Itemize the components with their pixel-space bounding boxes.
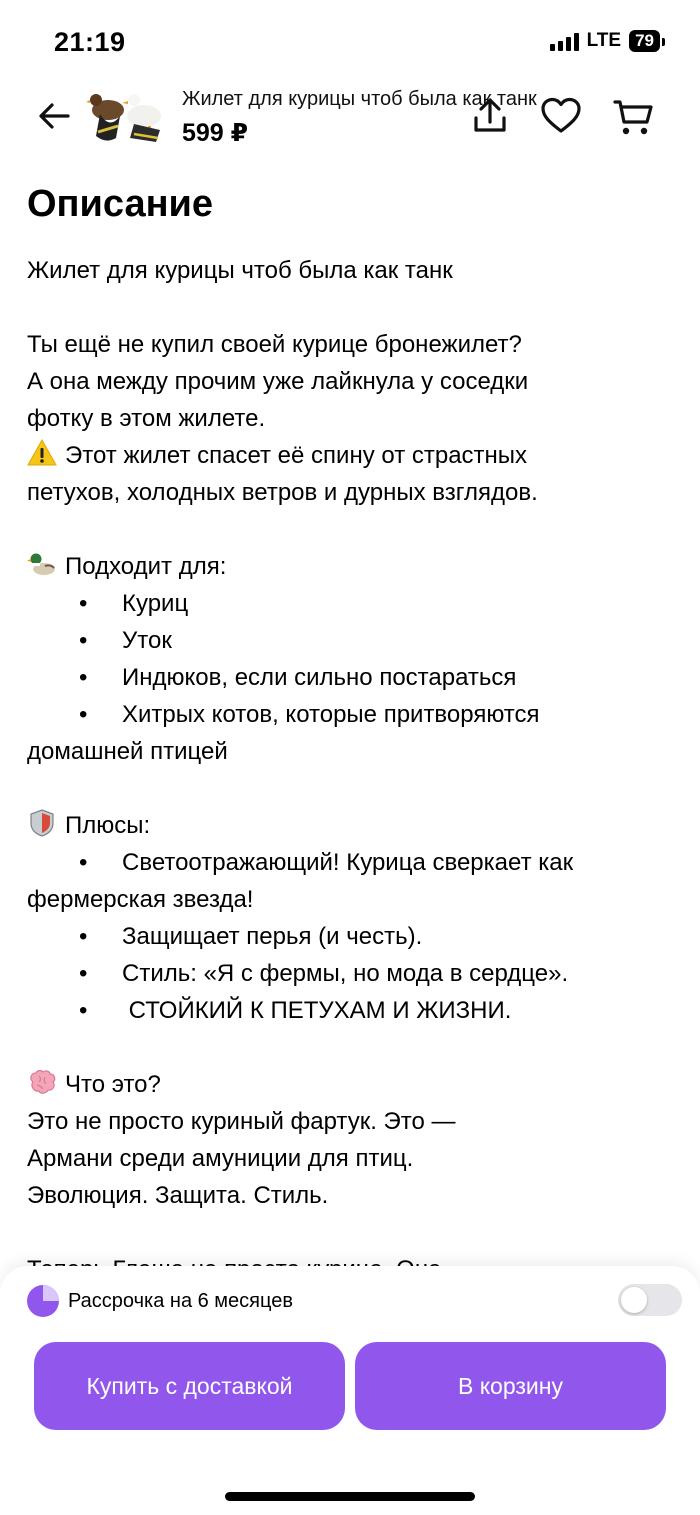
cart-icon (611, 94, 655, 138)
paragraph-line: фотку в этом жилете. (27, 405, 266, 432)
status-time: 21:19 (54, 27, 126, 57)
paragraph-line: петухов, холодных ветров и дурных взглядов. (27, 479, 538, 506)
installment-row (26, 1284, 293, 1318)
product-header (0, 82, 700, 154)
product-name: Жилет для курицы чтоб была как танк (182, 88, 537, 110)
network-type: LTE (586, 30, 622, 51)
paragraph-line: А она между прочим уже лайкнула у соседки (27, 368, 529, 395)
list-item: • СТОЙКИЙ К ПЕТУХАМ И ЖИЗНИ. (27, 992, 677, 1029)
list-item-continuation: фермерская звезда! (27, 886, 254, 913)
installment-pie-icon (26, 1284, 60, 1318)
add-to-cart-button[interactable]: В корзину (355, 1342, 666, 1430)
paragraph-line: Эволюция. Защита. Стиль. (27, 1182, 329, 1209)
list-item: • Стиль: «Я с фермы, но мода в сердце». (27, 955, 677, 992)
back-button[interactable] (34, 96, 74, 136)
installment-toggle[interactable] (618, 1284, 682, 1316)
list-item: • Куриц (27, 585, 677, 622)
description-intro: Жилет для курицы чтоб была как танк (27, 257, 453, 284)
description-section (27, 176, 677, 1288)
share-icon (468, 94, 512, 138)
battery-icon (629, 30, 660, 52)
share-button[interactable] (468, 94, 512, 138)
signal-icon (550, 31, 579, 51)
arrow-left-icon (34, 96, 74, 136)
what-label: Что это? (65, 1071, 161, 1098)
list-item: • Хитрых котов, которые притворяются (27, 696, 677, 733)
list-item-continuation: домашней птицей (27, 738, 228, 765)
brain-icon (27, 1067, 57, 1097)
product-price: 599 ₽ (182, 119, 249, 147)
product-thumbnail[interactable] (86, 86, 164, 150)
heart-icon (539, 94, 583, 138)
status-indicators (550, 30, 660, 52)
favorite-button[interactable] (539, 94, 583, 138)
buy-with-delivery-button[interactable]: Купить с доставкой (34, 1342, 345, 1430)
status-bar (0, 0, 700, 80)
toggle-knob (621, 1287, 647, 1313)
installment-label: Рассрочка на 6 месяцев (68, 1289, 293, 1312)
list-item: • Защищает перья (и честь). (27, 918, 677, 955)
pros-label: Плюсы: (65, 812, 151, 839)
suits-label: Подходит для: (65, 553, 227, 580)
paragraph-line: Это не просто куриный фартук. Это — (27, 1108, 456, 1135)
list-item: • Индюков, если сильно постараться (27, 659, 677, 696)
home-indicator (225, 1492, 475, 1501)
warning-icon (27, 438, 57, 468)
description-text (27, 252, 677, 1288)
duck-icon (27, 549, 57, 579)
cart-button[interactable] (611, 94, 655, 138)
bottom-action-panel (0, 1266, 700, 1515)
warning-line (27, 437, 677, 474)
paragraph-line: Ты ещё не купил своей курице бронежилет? (27, 331, 522, 358)
warning-text: Этот жилет спасет её спину от страстных (65, 442, 528, 469)
paragraph-line: Армани среди амуниции для птиц. (27, 1145, 414, 1172)
list-item: • Светоотражающий! Курица сверкает как (27, 844, 677, 881)
pros-header (27, 807, 677, 844)
shield-icon (27, 808, 57, 838)
what-header (27, 1066, 677, 1103)
list-item: • Уток (27, 622, 677, 659)
suits-header (27, 548, 677, 585)
section-title: Описание (27, 183, 214, 225)
battery-level: 79 (635, 31, 654, 50)
